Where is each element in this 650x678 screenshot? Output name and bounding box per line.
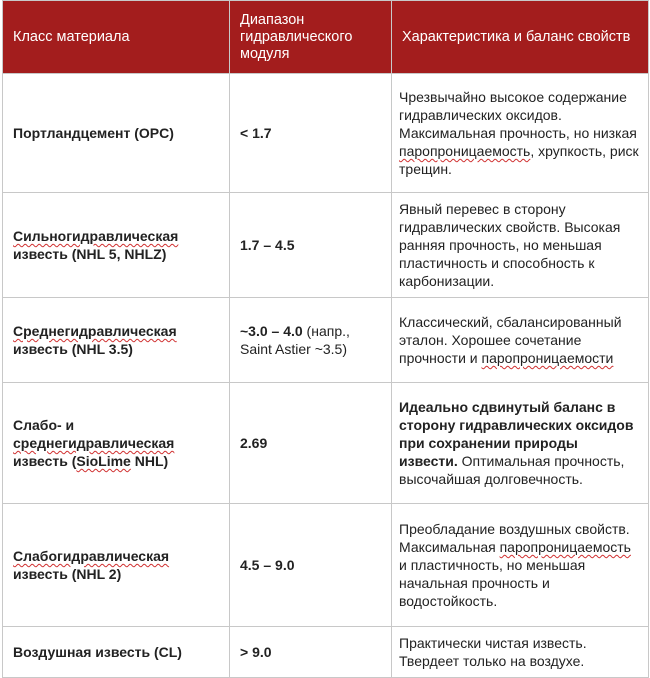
module-range: < 1.7 [230,74,392,193]
table-row [3,383,649,504]
table-row [3,193,649,298]
material-name: Портландцемент (OPC) [3,74,230,193]
module-range: > 9.0 [230,627,392,678]
table-row [3,504,649,627]
table-row [3,298,649,383]
module-range: 1.7 – 4.5 [230,193,392,298]
material-description: Классический, сбалансированный эталон. Хорошее сочетание прочности и паропроницаемости [392,298,649,383]
table-row [3,74,649,193]
header-range: Диапазон гидравлического модуля [230,1,392,74]
material-name: Сильногидравлическая известь (NHL 5, NHLZ) [3,193,230,298]
material-description: Преобладание воздушных свойств. Максимальная паропроницаемость и пластичность, но меньшая начальная прочность и водостойкость. [392,504,649,627]
header-row [3,1,649,74]
material-name: Среднегидравлическая известь (NHL 3.5) [3,298,230,383]
comparison-table [2,0,649,678]
table-row [3,627,649,678]
module-range: 4.5 – 9.0 [230,504,392,627]
material-name: Слабогидравлическая известь (NHL 2) [3,504,230,627]
header-class: Класс материала [3,1,230,74]
module-range: ~3.0 – 4.0 (напр., Saint Astier ~3.5) [230,298,392,383]
material-description: Чрезвычайно высокое содержание гидравлических оксидов. Максимальная прочность, но низкая паропроницаемость, хрупкость, риск трещин. [392,74,649,193]
material-description: Явный перевес в сторону гидравлических свойств. Высокая ранняя прочность, но меньшая пластичность и способность к карбонизации. [392,193,649,298]
material-description: Практически чистая известь. Твердеет только на воздухе. [392,627,649,678]
module-range: 2.69 [230,383,392,504]
header-characteristics: Характеристика и баланс свойств [392,1,649,74]
material-name: Слабо- и среднегидравлическая известь (SioLime NHL) [3,383,230,504]
material-name: Воздушная известь (CL) [3,627,230,678]
material-description: Идеально сдвинутый баланс в сторону гидравлических оксидов при сохранении природы извести. Оптимальная прочность, высочайшая долговечность. [392,383,649,504]
